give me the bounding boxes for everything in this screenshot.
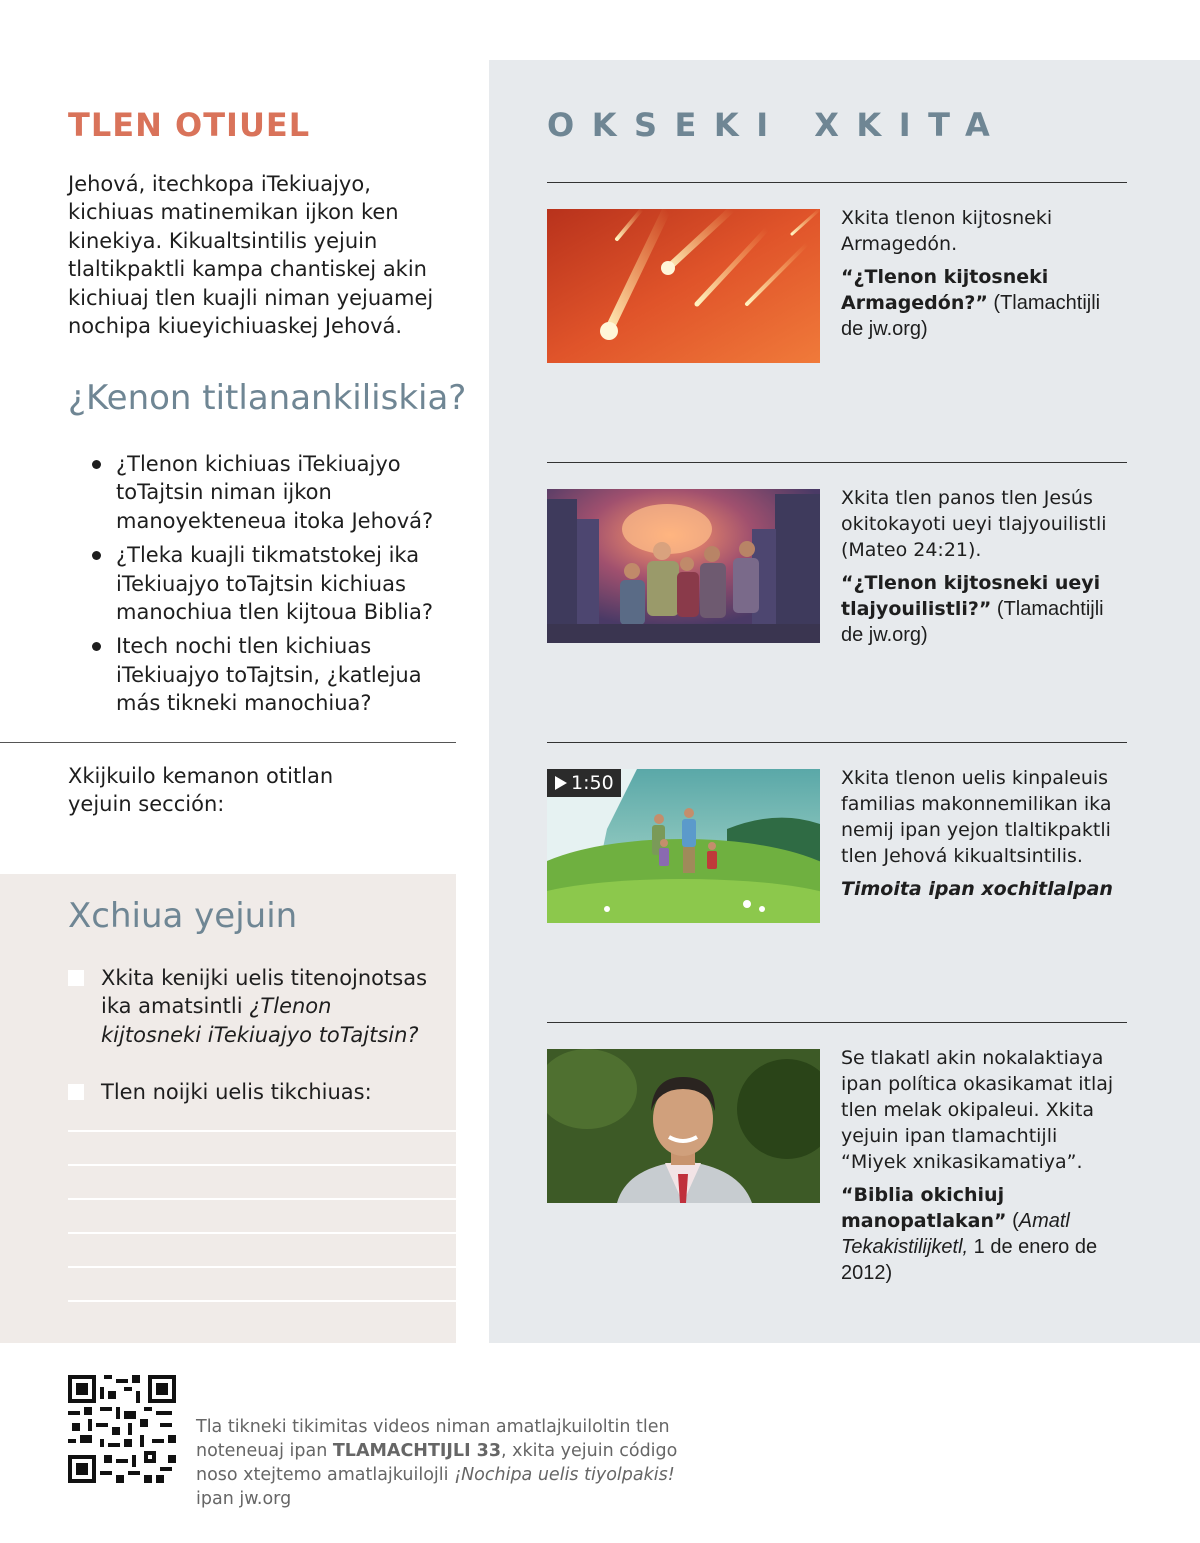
- explore-item-text: [841, 765, 1126, 902]
- explore-heading: OKSEKI XKITA: [547, 106, 1008, 144]
- item-description: Xkita tlen panos tlen Jesús okitokayoti ueyi tlajyouilistli (Mateo 24:21).: [841, 487, 1107, 561]
- writing-line[interactable]: [68, 1266, 456, 1268]
- explore-item-text: [841, 1045, 1126, 1286]
- play-icon: [555, 776, 567, 790]
- item-divider: [547, 1022, 1127, 1023]
- item-description: Xkita tlenon uelis kinpaleuis familias makonnemilikan ika nemij ipan yejon tlaltikpaktli tlen Jehová kikualtsintilis.: [841, 767, 1112, 867]
- review-heading: ¿Kenon titlanankiliskia?: [68, 378, 467, 418]
- review-question-list: [90, 450, 460, 724]
- notes-prompt: Xkijkuilo kemanon otitlan yejuin sección:: [68, 764, 334, 816]
- checkbox-icon[interactable]: [68, 970, 84, 986]
- writing-line[interactable]: [68, 1130, 456, 1132]
- review-question: ¿Tlenon kichiuas iTekiuajyo toTajtsin niman ijkon manoyekteneua itoka Jehová?: [90, 450, 460, 535]
- portrait-image[interactable]: [547, 1049, 820, 1203]
- item-divider: [547, 742, 1127, 743]
- family-image[interactable]: [547, 489, 820, 643]
- meteors-image[interactable]: [547, 209, 820, 363]
- todo-item-text: Tlen noijki uelis tikchiuas:: [101, 1080, 372, 1104]
- todo-item-text: Xkita kenijki uelis titenojnotsas ika amatsintli ¿Tlenon kijtosneki iTekiuajyo toTajtsin?: [101, 966, 428, 1047]
- todo-item[interactable]: [68, 1078, 438, 1106]
- item-divider: [547, 182, 1127, 183]
- writing-line[interactable]: [68, 1198, 456, 1200]
- todo-item[interactable]: [68, 964, 438, 1049]
- writing-line[interactable]: [68, 1300, 456, 1302]
- explore-item-text: [841, 485, 1126, 648]
- summary-heading: TLEN OTIUEL: [68, 106, 311, 144]
- item-description: Xkita tlenon kijtosneki Armagedón.: [841, 207, 1053, 255]
- section-divider: [0, 742, 456, 743]
- review-question: Itech nochi tlen kichiuas iTekiuajyo toTajtsin, ¿katlejua más tikneki manochiua?: [90, 632, 460, 717]
- explore-item-text: [841, 205, 1126, 342]
- writing-line[interactable]: [68, 1232, 456, 1234]
- item-reference[interactable]: Timoita ipan xochitlalpan: [841, 878, 1113, 900]
- footer-text: Tla tikneki tikimitas videos niman amatlajkuiloltin tlen noteneuaj ipan TLAMACHTIJLI 33, xkita yejuin código noso xtejtemo amatlajkuilojli ¡Nochipa uelis tiyolpakis! ipan jw.org: [196, 1417, 678, 1509]
- qr-code-icon[interactable]: [68, 1375, 176, 1483]
- video-duration-badge[interactable]: 1:50: [547, 769, 621, 797]
- video-thumbnail[interactable]: [547, 769, 820, 923]
- item-divider: [547, 462, 1127, 463]
- todo-panel: [0, 874, 456, 1343]
- item-reference[interactable]: “¿Tlenon kijtosneki Armagedón?” (Tlamachtijli de jw.org): [841, 266, 1101, 340]
- summary-text: Jehová, itechkopa iTekiuajyo, kichiuas matinemikan ijkon ken kinekiya. Kikualtsintilis yejuin tlaltikpaktli kampa chantiskej akin kichiuaj tlen kuajli niman yejuamej nochipa kiueyichiuaskej Jehová.: [68, 172, 434, 339]
- item-reference[interactable]: “¿Tlenon kijtosneki ueyi tlajyouilistli?” (Tlamachtijli de jw.org): [841, 572, 1104, 646]
- checkbox-icon[interactable]: [68, 1084, 84, 1100]
- review-question: ¿Tleka kuajli tikmatstokej ika iTekiuajyo toTajtsin kichiuas manochiua tlen kijtoua Biblia?: [90, 541, 460, 626]
- item-reference[interactable]: “Biblia okichiuj manopatlakan” (Amatl Tekakistilijketl, 1 de enero de 2012): [841, 1184, 1098, 1284]
- item-description: Se tlakatl akin nokalaktiaya ipan política okasikamat itlaj tlen melak okipaleui. Xkita yejuin ipan tlamachtijli “Miyek xnikasikamatiya”.: [841, 1047, 1114, 1173]
- writing-line[interactable]: [68, 1164, 456, 1166]
- todo-heading: Xchiua yejuin: [68, 896, 298, 936]
